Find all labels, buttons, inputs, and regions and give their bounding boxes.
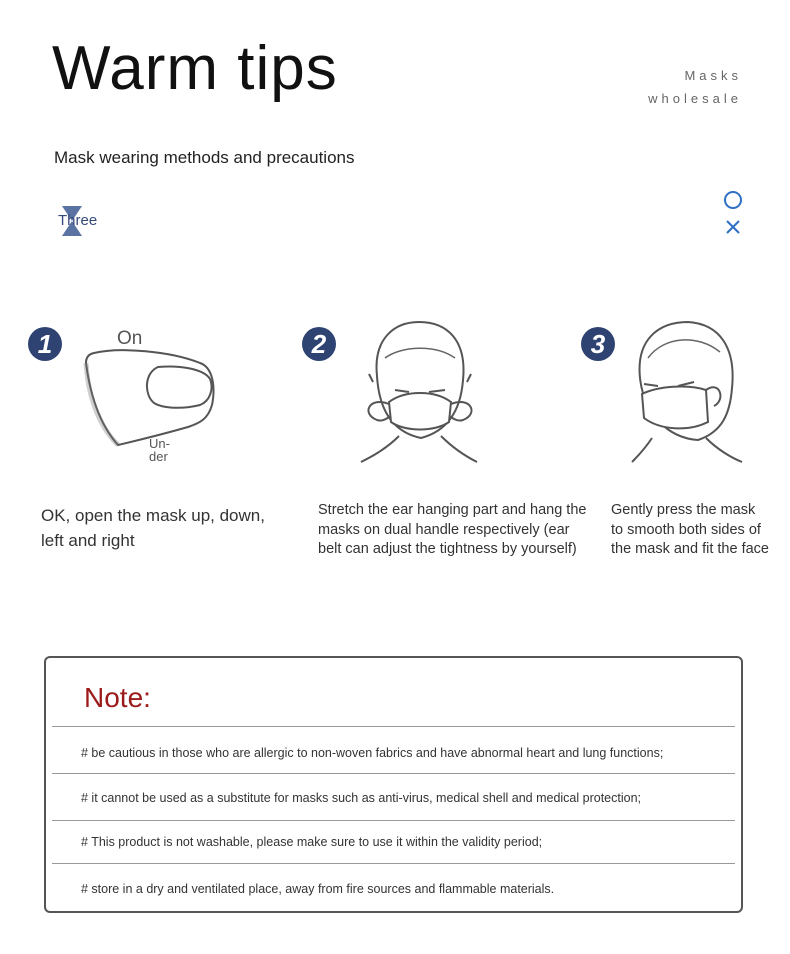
note-box [44, 656, 743, 913]
brand-line-1: Masks [684, 68, 742, 83]
subtitle: Mask wearing methods and precautions [54, 148, 355, 167]
note-title: Note: [84, 682, 151, 713]
section-label-text: Three [58, 212, 98, 229]
step-1-label-top: On [117, 328, 143, 349]
brand-line-2: wholesale [648, 91, 742, 106]
face-hanging-ear-loops-illustration [355, 318, 485, 468]
note-item-3: # This product is not washable, please make sure to use it within the validity period; [81, 835, 543, 849]
step-3-number: 3 [590, 329, 606, 359]
note-divider [52, 726, 735, 727]
step-2-number: 2 [311, 329, 327, 359]
note-divider [52, 863, 735, 864]
step-1-label-bottom: Un- der [149, 436, 170, 464]
section-label [58, 206, 118, 236]
step-1-badge [27, 326, 63, 362]
mask-flat-illustration [80, 345, 220, 450]
brand-block [648, 64, 742, 110]
note-item-1: # be cautious in those who are allergic to non-woven fabrics and have abnormal heart and lung functions; [81, 746, 664, 760]
page-title: Warm tips [52, 34, 338, 103]
step-2-text: Stretch the ear hanging part and hang the masks on dual handle respectively (ear belt can adjust the tightness by yourself) [318, 502, 587, 557]
note-item-2: # it cannot be used as a substitute for masks such as anti-virus, medical shell and medical protection; [81, 791, 642, 805]
face-side-view-illustration [628, 318, 748, 468]
step-1-text: OK, open the mask up, down, left and right [41, 506, 265, 550]
note-divider [52, 773, 735, 774]
step-3-text: Gently press the mask to smooth both sides of the mask and fit the face [611, 502, 769, 557]
step-3-badge [580, 326, 616, 362]
note-item-4: # store in a dry and ventilated place, away from fire sources and flammable materials. [81, 882, 555, 896]
circle-icon [724, 191, 742, 209]
note-divider [52, 820, 735, 821]
step-1-number: 1 [37, 329, 53, 359]
close-icon [724, 218, 742, 236]
step-2-badge [301, 326, 337, 362]
